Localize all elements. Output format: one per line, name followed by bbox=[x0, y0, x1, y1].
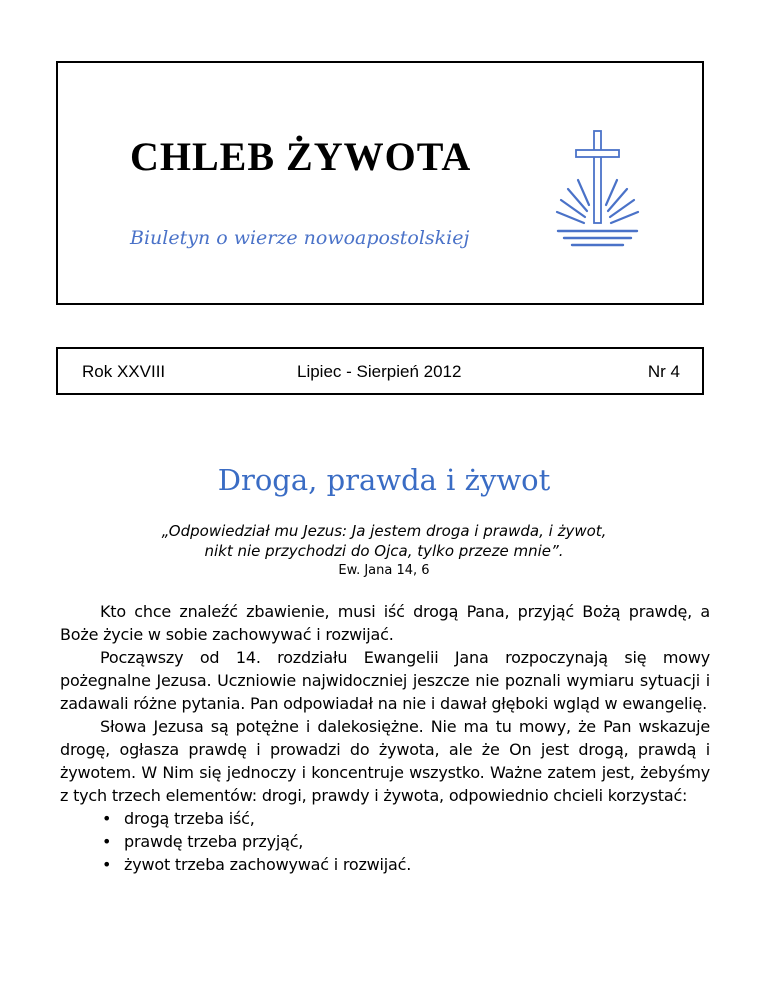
scripture-quote bbox=[0, 521, 768, 561]
paragraph: Począwszy od 14. rozdziału Ewangelii Jana rozpoczynają się mowy pożegnalne Jezusa. Uczniowie najwidoczniej jeszcze nie poznali wymiaru sytuacji i zadawali różne pytania. Pan odpowiadał na nie i dawał głęboki wgląd w ewangelię. bbox=[60, 648, 710, 713]
list-item: • żywot trzeba zachowywać i rozwijać. bbox=[124, 853, 710, 876]
newsletter-subtitle: Biuletyn o wierze nowoapostolskiej bbox=[130, 227, 470, 249]
bullet-list bbox=[60, 807, 710, 876]
quote-line: nikt nie przychodzi do Ojca, tylko przeze mnie”. bbox=[204, 542, 564, 560]
cross-rising-sun-icon bbox=[548, 125, 648, 255]
list-item: • prawdę trzeba przyjąć, bbox=[124, 830, 710, 853]
issue-year: Rok XXVIII bbox=[82, 362, 166, 381]
article-title: Droga, prawda i żywot bbox=[217, 463, 551, 497]
newsletter-title: CHLEB ŻYWOTA bbox=[130, 134, 472, 179]
issue-info-bar bbox=[56, 347, 704, 395]
paragraph: Słowa Jezusa są potężne i dalekosiężne. Nie ma tu mowy, że Pan wskazuje drogę, ogłasza prawdę i prowadzi do żywota, ale że On jest drogą, prawdą i żywotem. W Nim się jednoczy i koncentruje wszystko. Ważne zatem jest, żebyśmy z tych trzech elementów: drogi, prawdy i żywota, odpowiednio chcieli korzystać: bbox=[60, 717, 710, 805]
article-body bbox=[60, 600, 710, 876]
quote-line: „Odpowiedział mu Jezus: Ja jestem droga i prawda, i żywot, bbox=[161, 522, 607, 540]
masthead-box bbox=[56, 61, 704, 305]
issue-date: Lipiec - Sierpień 2012 bbox=[297, 362, 462, 381]
quote-reference: Ew. Jana 14, 6 bbox=[338, 563, 430, 578]
paragraph: Kto chce znaleźć zbawienie, musi iść drogą Pana, przyjąć Bożą prawdę, a Boże życie w sobie zachowywać i rozwijać. bbox=[60, 602, 710, 644]
issue-number: Nr 4 bbox=[647, 362, 680, 381]
list-item: • drogą trzeba iść, bbox=[124, 807, 710, 830]
